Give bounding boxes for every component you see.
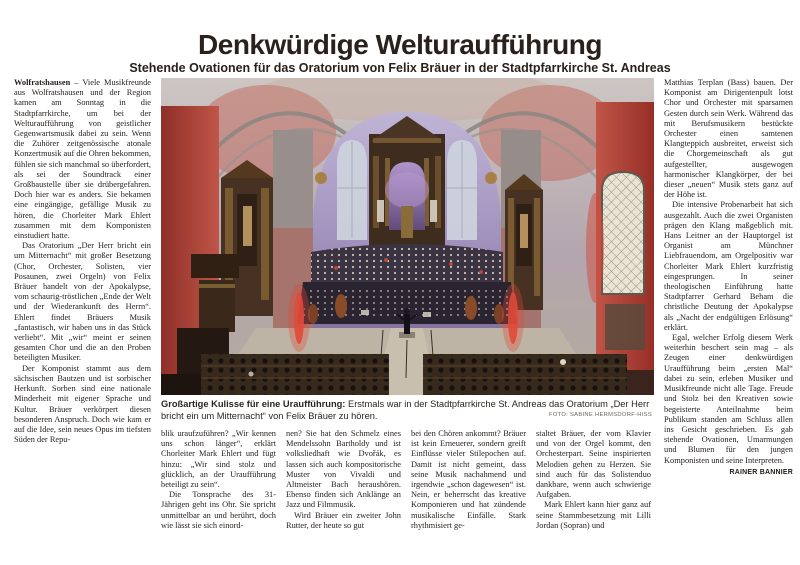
paragraph: Die Tonsprache des 31-Jährigen geht ins Ohr. Sie spricht unmittelbar an und berührt, doch wie lässt sie sich einord-	[161, 490, 276, 530]
church-concert-illustration	[161, 78, 654, 395]
text-column-6	[664, 78, 793, 550]
photo-caption	[161, 399, 654, 422]
bottom-columns	[161, 429, 654, 544]
text-column-2	[161, 429, 276, 544]
leaded-window	[602, 172, 645, 350]
column-6-paragraphs	[664, 78, 793, 333]
final-text: Egal, welcher Erfolg diesem Werk weiterhin beschert sein mag – als Zeugen einer denkwürdigen Uraufführung beim „ersten Mal“ dabei zu sein, erleben Musiker und Musikfreunde nicht alle Tage. Freude und Stolz bei den Kreativen sowie begeisterte Anteilnahme beim Publikum standen am Schluss allen ins Gesicht geschrieben. Es gab stehende Ovationen, Umarmungen und Blumen für den jungen Komponisten und seine Interpreten.	[664, 333, 793, 465]
text-column-3	[286, 429, 401, 544]
paragraph: Matthias Terplan (Bass) bauen. Der Komponist am Dirigentenpult lotst Chor und Orchester mit sparsamen Gesten durch sein Werk. Während das mit Berufsmusikern bestückte Orchester einen samtenen Klangteppich ausbreitet, erweist sich die Chorgemeinschaft als gut aufgestellter, ausgewogen harmonischer Klangkörper, der bei dieser „neuen“ Musik stets ganz auf der Höhe ist.	[664, 78, 793, 200]
paragraph: Das Oratorium „Der Herr bricht ein um Mitternacht“ mit großer Besetzung (Chor, Orchester, Solisten, vier Posaunen, zwei Orgeln) von Felix Bräuer handelt von der Apokalypse, vom schaurig-tröstlichen „Ende der Welt und der Wiederankunft des Herrn“. Ehlert findet Bräuers Musik „fantastisch, wir haben uns in das Stück verliebt“. Mit „wir“ meint er seinen gesamten Chor und die an den Proben beteiligten Musiker.	[14, 241, 151, 363]
text-column-4	[411, 429, 526, 544]
lead-text: – Viele Musikfreunde aus Wolfratshausen und der Region kamen am Sonntag in die Stadtpfarrkirche, um bei der Welturaufführung von geistlicher Gegenwartsmusik dabei zu sein. Wenn die Zuhörer zeitgenössische atonale Konzertmusik auf die Ohren bekommen, fühlen sie sich manchmal so überfordert, als sei der Soundtrack einer Großbaustelle über sie drübergefahren. Doch hier war es anders. Sie bekamen eine eingängige, gefällige Musik zu hören, die Chorleiter Mark Ehlert zusammen mit dem Komponisten einstudiert hatte.	[14, 78, 151, 241]
headline: Denkwürdige Welturaufführung	[198, 29, 602, 60]
final-paragraph	[664, 333, 793, 476]
paragraph: Der Komponist stammt aus dem sächsischen Bautzen und ist sorbischer Herkunft. Sorben sind eine nationale Minderheit mit eigener Sprache und Kultur. Bräuer verkörpert diesen besonderen Anspruch. Doch wie kam er auf die Idee, sein neues Opus im tiefsten Süden der Repu-	[14, 363, 151, 445]
paragraph: Mark Ehlert kann hier ganz auf seine Stammbesetzung mit Lilli Jordan (Sopran) und	[536, 500, 651, 530]
column-1-paragraphs	[14, 241, 151, 445]
text-column-5	[536, 429, 651, 544]
photo-credit: FOTO: SABINE HERMSDORF-HISS	[548, 411, 652, 418]
subheadline: Stehende Ovationen für das Oratorium von Felix Bräuer in der Stadtpfarrkirche St. Andreas	[129, 61, 671, 75]
article-header	[0, 30, 800, 76]
high-altar	[369, 116, 445, 259]
paragraph: bei den Chören ankommt? Bräuer ist kein Erneuerer, sondern greift Einflüsse vieler Stilepochen auf. Damit ist nicht gemeint, dass seine Musik nachahmend und irgendwie „schon dagewesen“ ist. Nein, er beherrscht das kreative Komponieren und hat zündende musikalische Einfälle. Stark rhythmisiert ge-	[411, 429, 526, 530]
article-body	[14, 78, 793, 550]
caption-text: Erstmals war in der Stadtpfarrkirche St. Andreas das Oratorium „Der Herr bricht ein um Mitternacht“ von Felix Bräuer zu hören.	[161, 399, 650, 421]
paragraph: Wird Bräuer ein zweiter John Rutter, der heute so gut	[286, 510, 401, 530]
text-column-1	[14, 78, 151, 550]
dateline: Wolfratshausen	[14, 78, 71, 87]
paragraph: nen? Sie hat den Schmelz eines Mendelssohn Bartholdy und ist volksliedhaft wie Dvořák, es lassen sich auch kompositorische Muster von Vivaldi und Altmeister Bach heraushören. Ebenso finden sich Anklänge an Jazz und Filmmusik.	[286, 429, 401, 510]
middle-block	[161, 78, 654, 550]
paragraph: staltet Bräuer, der vom Klavier und von der Orgel kommt, den Orchesterpart. Seine inspirierten Melodien gehen zu Herzen. Sie sind auch für das Solistenduo dankbare, wenn auch schwierige Aufgaben.	[536, 429, 651, 500]
author-byline: RAINER BANNIER	[729, 468, 793, 476]
lead-paragraph	[14, 78, 151, 241]
concert-photo	[161, 78, 654, 395]
choir	[311, 244, 503, 284]
caption-lead: Großartige Kulisse für eine Uraufführung:	[161, 399, 346, 409]
paragraph: Die intensive Probenarbeit hat sich ausgezahlt. Auch die zwei Organisten prägen den Klang maßgeblich mit. Hans Leitner an der Hauptorgel ist Organist am Münchner Liebfrauendom, am Orgelpositiv war Chorleiter Mark Ehlert kurzfristig eingesprungen. In seiner theologischen Einführung hatte Stadtpfarrer Gerhard Beham die christliche Deutung der Apokalypse als „Nacht der endgültigen Erlösung“ erklärt.	[664, 200, 793, 332]
paragraph: blik uraufzuführen? „Wir kennen uns schon länger“, erklärt Chorleiter Mark Ehlert und fügt hinzu: „Wir sind stolz und glücklich, an der Uraufführung beteiligt zu sein“.	[161, 429, 276, 490]
